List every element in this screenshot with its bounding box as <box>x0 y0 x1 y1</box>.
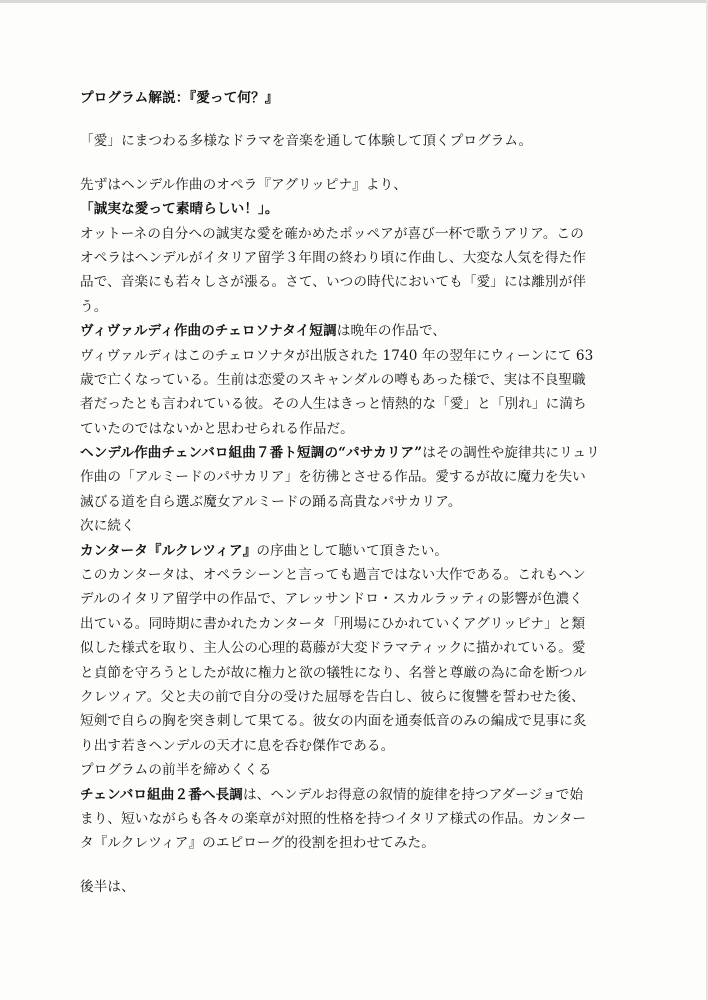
text-line: ヴィヴァルディはこのチェロソナタが出版された 1740 年の翌年にウィーンにて 63 <box>80 347 594 364</box>
section-lucrezia <box>80 539 700 759</box>
text-line <box>80 539 700 563</box>
text-line: と貞節を守ろうとしたが故に権力と欲の犠牲になり、名誉と尊厳の為に命を断つル <box>80 664 587 681</box>
text-line: 品で、音楽にも若々しさが漲る。さて、いつの時代においても「愛」には離別が伴 <box>80 274 587 291</box>
work-title: チェンバロ組曲２番へ長調 <box>80 786 243 803</box>
scan-edge-top <box>0 0 708 3</box>
section-passacaglia <box>80 441 700 514</box>
work-title: ヘンデル作曲チェンバロ組曲７番ト短調の“パサカリア” <box>80 445 423 462</box>
work-title: ヴィヴァルディ作曲のチェロソナタイ短調 <box>80 323 337 340</box>
work-title: カンタータ『ルクレツィア』 <box>80 542 257 559</box>
text-line: 似した様式を取り、主人公の心理的葛藤が大変ドラマティックに描かれている。愛 <box>80 640 586 657</box>
intro-text: 「愛」にまつわる多様なドラマを音楽を通して体験して頂くプログラム。 <box>80 133 533 150</box>
text-span: は晩年の作品で、 <box>336 323 447 340</box>
text-line: り出す若きヘンデルの天才に息を呑む傑作である。 <box>80 737 395 754</box>
text-line: オットーネの自分への誠実な愛を確かめたポッペアが喜び一杯で歌うアリア。この <box>80 225 584 242</box>
text-line <box>80 783 700 807</box>
section-agrippina <box>80 173 700 319</box>
text-line: オペラはヘンデルがイタリア留学３年間の終わり頃に作曲し、大変な人気を得た作 <box>80 249 586 266</box>
text-line: 者だったとも言われている彼。その人生はきっと情熱的な「愛」と「別れ」に満ち <box>80 396 587 413</box>
text-line: 出ている。同時期に書かれたカンタータ「刑場にひかれていくアグリッピナ」と類 <box>80 615 586 632</box>
program-notes <box>80 86 700 899</box>
first-half-close-label: プログラムの前半を締めくくる <box>80 762 272 779</box>
text-line: タ『ルクレツィア』のエピローグ的役割を担わせてみた。 <box>80 835 435 852</box>
text-line: 歳で亡くなっている。生前は恋愛のスキャンダルの噂もあった様で、実は不良聖職 <box>80 371 586 388</box>
text-line: デルのイタリア留学中の作品で、アレッサンドロ・スカルラッティの影響が色濃く <box>80 591 583 608</box>
section-suite-2 <box>80 783 700 856</box>
text-span: は、ヘンデルお得意の叙情的旋律を持つアダージョで始 <box>242 786 584 803</box>
text-line: ていたのではないかと思わせられる作品だ。 <box>80 420 354 437</box>
page-title: プログラム解説：『愛って何？』 <box>80 90 279 106</box>
next-label: 次に続く <box>80 518 135 535</box>
section-vivaldi <box>80 319 700 441</box>
text-line: う。 <box>80 298 108 315</box>
text-span: の序曲として聴いて頂きたい。 <box>256 542 449 559</box>
aria-title: 「誠実な愛って素晴らしい！」。 <box>80 201 279 218</box>
second-half-label: 後半は、 <box>80 878 135 895</box>
text-line: クレツィア。父と夫の前で自分の受けた屈辱を告白し、彼らに復讐を誓わせた後、 <box>80 688 585 705</box>
text-line: 先ずはヘンデル作曲のオペラ『アグリッピナ』より、 <box>80 176 408 193</box>
text-line: まり、短いながらも各々の楽章が対照的性格を持つイタリア様式の作品。カンター <box>80 810 587 827</box>
text-line: 作曲の「アルミードのパサカリア」を彷彿とさせる作品。愛するが故に魔力を失い <box>80 469 586 486</box>
text-line: 短剣で自らの胸を突き刺して果てる。彼女の内面を通奏低音のみの編成で見事に炙 <box>80 713 587 730</box>
text-line: 滅びる道を自ら選ぶ魔女アルミードの踊る高貴なパサカリア。 <box>80 493 462 510</box>
text-span: はその調性や旋律共にリュリ <box>422 445 600 462</box>
text-line: このカンタータは、オペラシーンと言っても過言ではない大作である。これもヘン <box>80 567 586 584</box>
text-line <box>80 319 700 343</box>
text-line <box>80 441 700 465</box>
